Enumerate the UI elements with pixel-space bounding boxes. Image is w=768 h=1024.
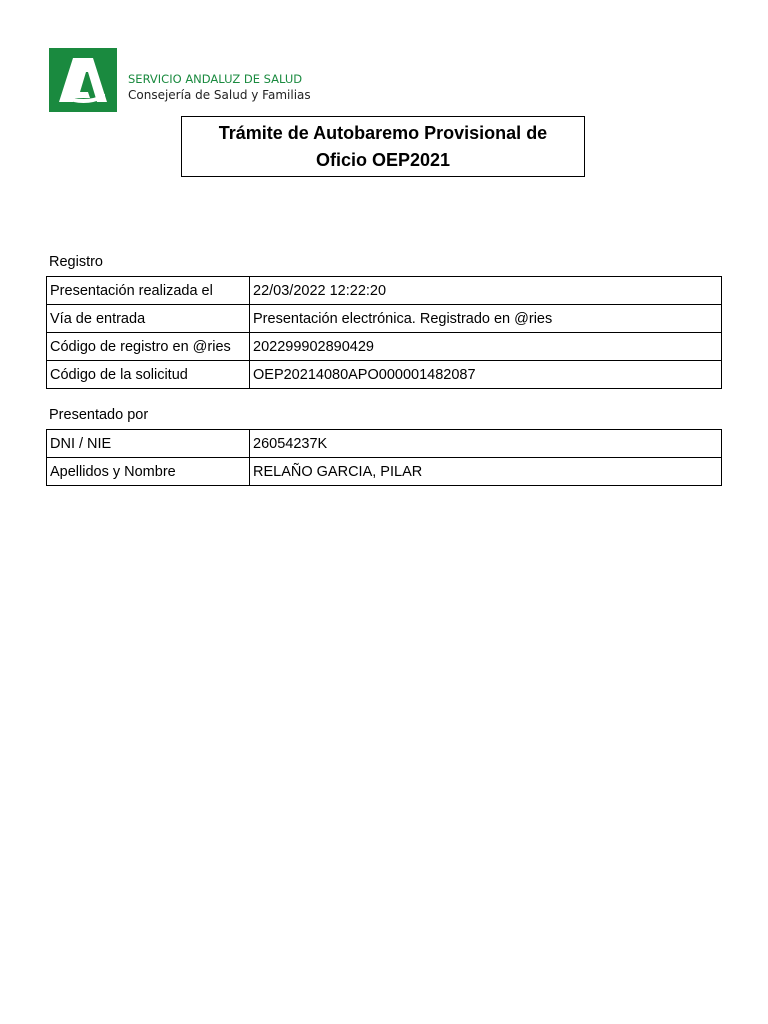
field-value: OEP20214080APO000001482087 xyxy=(250,361,722,389)
presentado-section-label: Presentado por xyxy=(49,407,149,423)
field-value: 22/03/2022 12:22:20 xyxy=(250,277,722,305)
table-row xyxy=(47,458,722,486)
table-row xyxy=(47,333,722,361)
org-line-1: SERVICIO ANDALUZ DE SALUD xyxy=(128,72,303,86)
header-logo xyxy=(49,48,311,112)
table-row xyxy=(47,277,722,305)
org-line-2: Consejería de Salud y Familias xyxy=(128,88,311,102)
field-label: Código de la solicitud xyxy=(47,361,250,389)
field-label: Código de registro en @ries xyxy=(47,333,250,361)
document-title xyxy=(198,120,568,174)
table-row xyxy=(47,361,722,389)
document-title-box xyxy=(181,116,585,177)
field-value: 202299902890429 xyxy=(250,333,722,361)
field-value: Presentación electrónica. Registrado en @ries xyxy=(250,305,722,333)
table-row xyxy=(47,305,722,333)
field-label: Apellidos y Nombre xyxy=(47,458,250,486)
registro-section-label: Registro xyxy=(49,254,103,270)
registro-table xyxy=(46,276,722,389)
field-label: Vía de entrada xyxy=(47,305,250,333)
presentado-table xyxy=(46,429,722,486)
andalucia-a-icon xyxy=(49,48,117,112)
field-value: 26054237K xyxy=(250,430,722,458)
organization-name xyxy=(128,71,311,103)
table-row xyxy=(47,430,722,458)
field-value: RELAÑO GARCIA, PILAR xyxy=(250,458,722,486)
title-line-1: Trámite de Autobaremo Provisional de xyxy=(218,122,548,143)
title-line-2: Oficio OEP2021 xyxy=(315,149,451,170)
field-label: Presentación realizada el xyxy=(47,277,250,305)
field-label: DNI / NIE xyxy=(47,430,250,458)
